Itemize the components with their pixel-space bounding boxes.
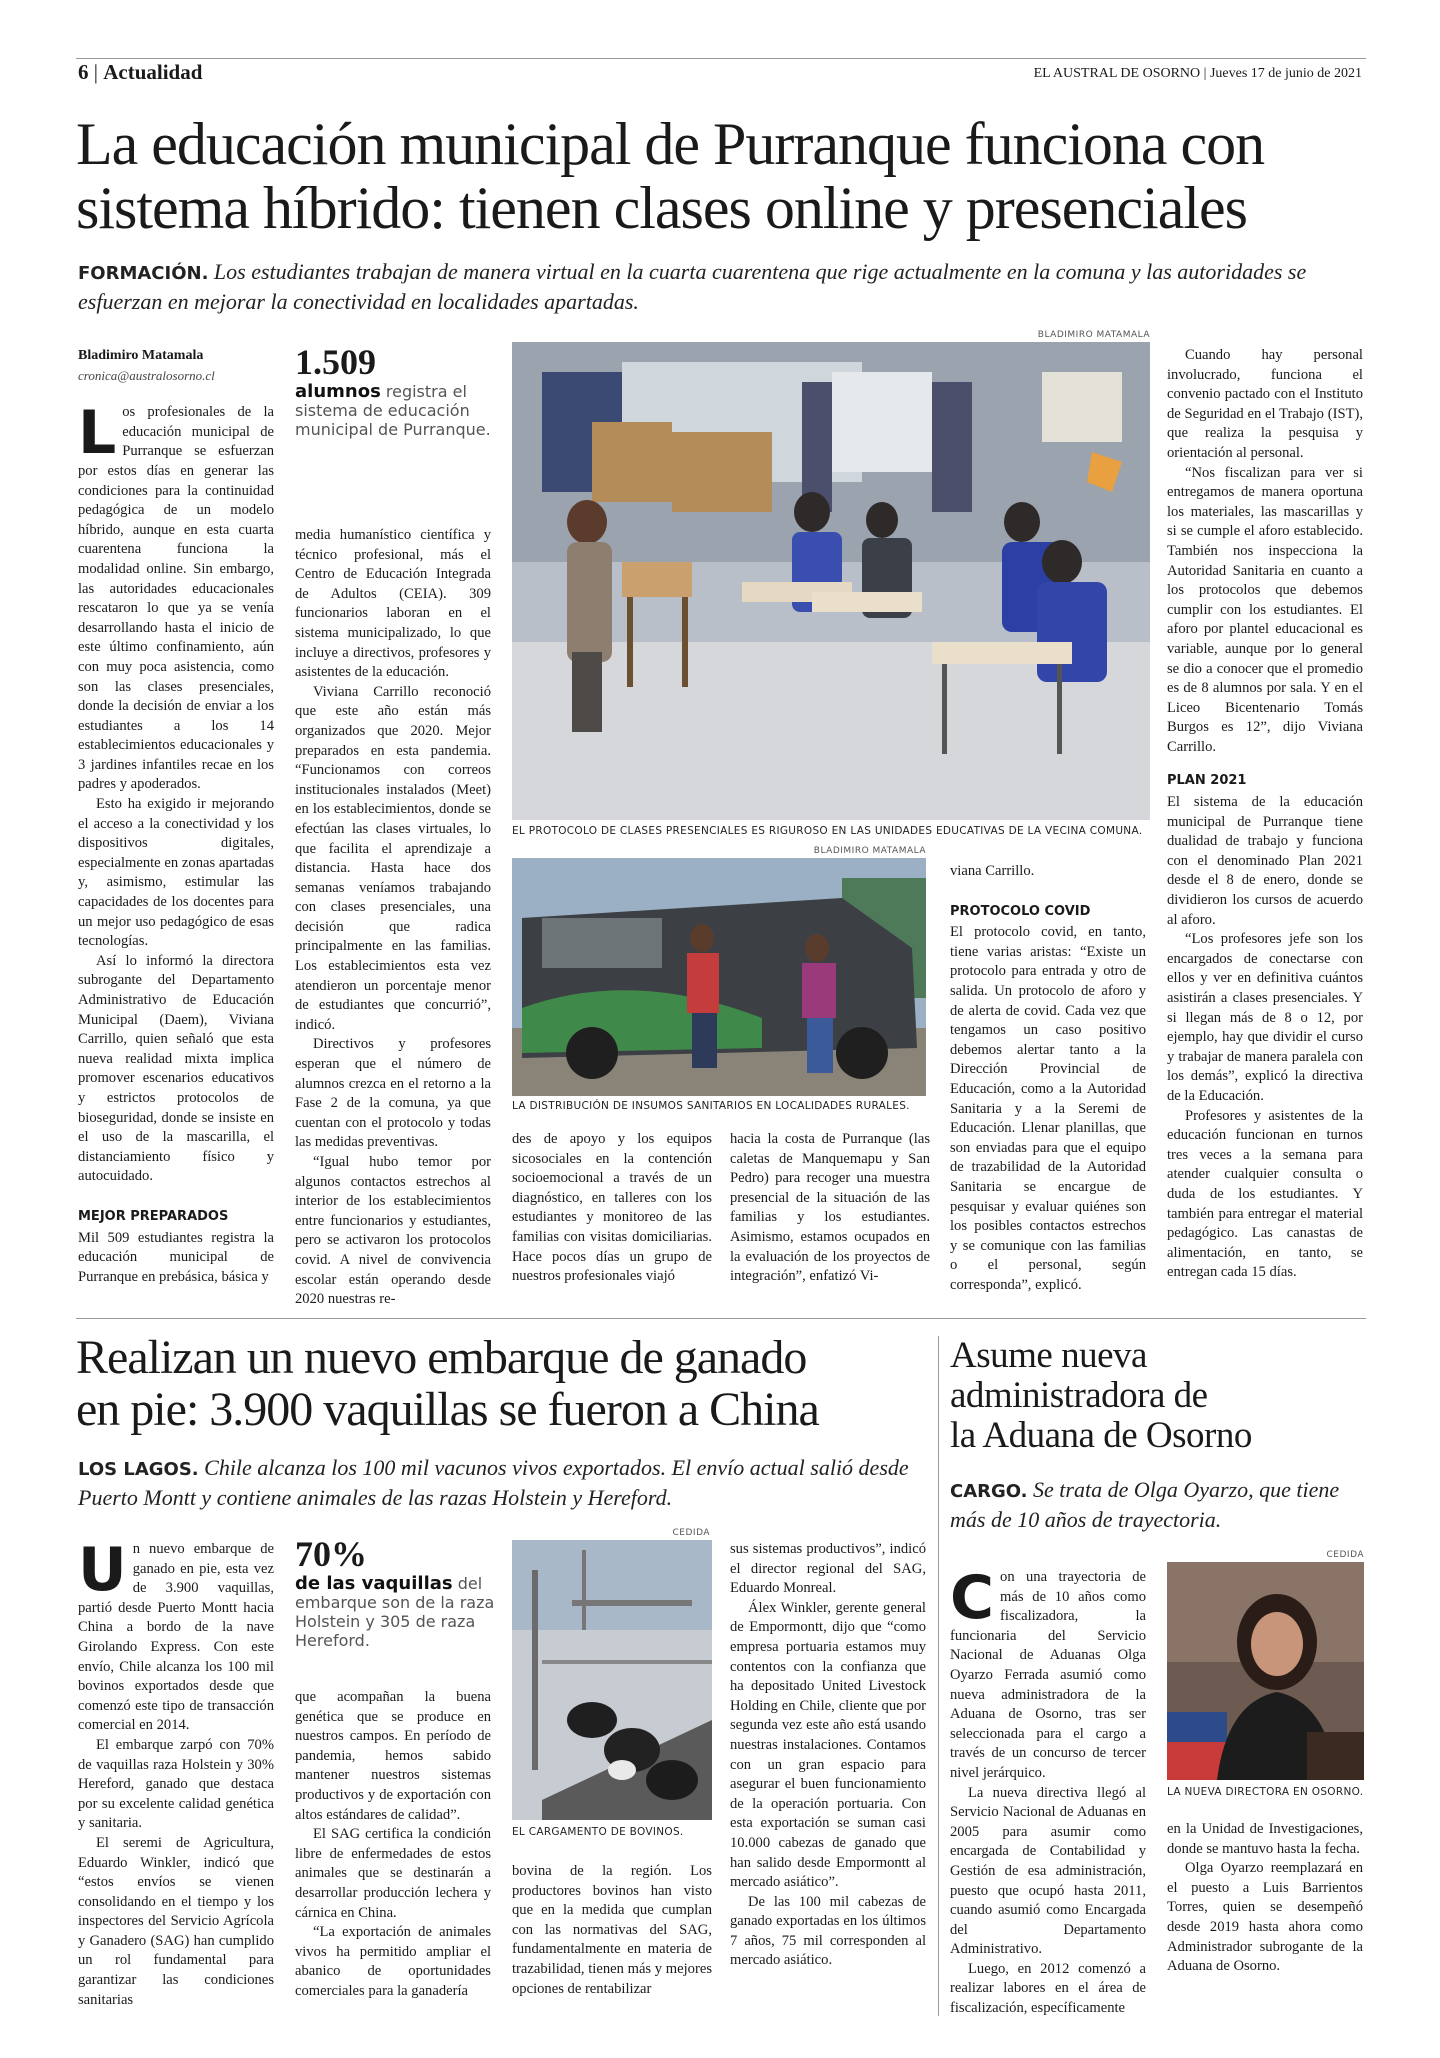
page-header-publication: EL AUSTRAL DE OSORNO | Jueves 17 de junio de 2021 [1033, 66, 1362, 81]
article3-dek: CARGO. Se trata de Olga Oyarzo, que tiene más de 10 años de trayectoria. [950, 1477, 1340, 1532]
article1-column-3: des de apoyo y los equipos sicosociales en la contención socioemocional a través de un diagnóstico, en talleres con los estudiantes y monitoreo de las familias con visitas domiciliarias. Hace pocos días un grupo de nuestros profesionales viajó [512, 1131, 712, 1285]
article3-column-1: Con una trayectoria de más de 10 años como fiscalizadora, la funcionaria del Servicio Nacional de Aduanas Olga Oyarzo Ferrada asumió como nueva administradora de la Aduana de Osorno, tras ser seleccionada para el cargo a través de un concurso de tercer nivel jerárquico. La nueva directiva llegó al Servicio Nacional de Aduanas en 2005 para asumir como encargada de Contabilidad y Gestión de esa administración, puesto que ocupó hasta 2011, cuando asumió como Encargada del Departamento Administrativo. Luego, en 2012 comenzó a realizar labores en el área de fiscalización, específicamente [950, 1563, 1146, 2017]
stat-number: 1.509 [295, 342, 376, 382]
article2-stat-box: 70% de las vaquillas del embarque son de la raza Holstein y 305 de raza Hereford. [295, 1534, 495, 1650]
cattle-photo-image [512, 1540, 712, 1820]
stat-bold: alumnos [295, 381, 381, 402]
page-header-section: 6 | Actualidad [78, 60, 203, 84]
classroom-photo-image [512, 342, 1150, 820]
article2-column-1: Un nuevo embarque de ganado en pie, esta vez de 3.900 vaquillas, partió desde Puerto Montt hacia China a bordo de la nave Girolando Express. Con este envío, Chile alcanza los 100 mil bovinos exportados desde que comenzó este tipo de transacción comercial en 2014. El embarque zarpó con 70% de vaquillas raza Holstein y 30% Hereford, ganado que destaca por su excelente calidad genética y sanitaria. El seremi de Agricultura, Eduardo Winkler, indicó que “estos envíos se vienen consolidando en el tiempo y los inspectores del Servicio Agrícola y Ganadero (SAG) han cumplido un rol fundamental para garantizar las condiciones sanitarias [78, 1535, 274, 2008]
article2-dek: LOS LAGOS. Chile alcanza los 100 mil vacunos vivos exportados. El envío actual salió desde Puerto Montt y contiene animales de las razas Holstein y Hereford. [78, 1455, 909, 1510]
article1-column-4: hacia la costa de Purranque (las caletas de Manquemapu y San Pedro) para recoger una muestra presencial de la situación de las familias y los estudiantes. Asimismo, estamos ocupados en la evaluación de los proyectos de integración”, enfatizó Vi- [730, 1131, 930, 1285]
article1-dek: FORMACIÓN. Los estudiantes trabajan de manera virtual en la cuarta cuarentena que rige actualmente en la comuna y las autoridades se esfuerzan en mejorar la conectividad en localidades apartadas. [78, 259, 1307, 314]
cattle-photo [512, 1540, 712, 1820]
article1-column-5: viana Carrillo. PROTOCOLO COVID El protocolo covid, en tanto, tiene varias aristas: “Existe un protocolo para entrada y otro de salida. Un protocolo de aforo y de alerta de covid. Cada vez que tengamos un caso positivo debemos alertar tanto a la Dirección Provincial de Educación, como a la Autoridad Sanitaria y a la Seremi de Educación. Llenar planillas, que son enviadas para que el equipo de trazabilidad de la Autoridad Sanitaria se encargue de pesquisar y evaluar quiénes son los posibles contactos estrechos y se comunique con las familias o el personal, según corresponda”, explicó. [950, 863, 1146, 1293]
column-divider [938, 1336, 939, 2016]
photo2-caption: LA DISTRIBUCIÓN DE INSUMOS SANITARIOS EN LOCALIDADES RURALES. [512, 1100, 910, 1112]
photo1-caption: EL PROTOCOLO DE CLASES PRESENCIALES ES RIGUROSO EN LAS UNIDADES EDUCATIVAS DE LA VECINA COMUNA. [512, 825, 1143, 837]
article2-photo-caption: EL CARGAMENTO DE BOVINOS. [512, 1826, 684, 1838]
article2-column-3: bovina de la región. Los productores bovinos han visto que en la medida que cumplan con las normativas del SAG, fundamentalmente en materia de trazabilidad, tienen más y mejores opciones de rentabilizar [512, 1863, 712, 1997]
article1-stat-box: 1.509 alumnos registra el sistema de educación municipal de Purranque. [295, 342, 495, 439]
article3-headline: Asume nueva administradora de la Aduana de Osorno [950, 1335, 1252, 1456]
publication-date: Jueves 17 de junio de 2021 [1209, 66, 1362, 81]
publication-name: EL AUSTRAL DE OSORNO [1033, 66, 1201, 81]
subheading: PROTOCOLO COVID [950, 903, 1091, 919]
stat-number: 70% [295, 1534, 367, 1574]
article1-column-2: media humanístico científica y técnico profesional, más el Centro de Educación Integrada de Adultos (CEIA). 309 funcionarios laboran en el sistema municipalizado, lo que incluye a directivos, profesores y asistentes de la educación. Viviana Carrillo reconoció que este año están más organizados que 2020. Mejor preparados en esta pandemia. “Funcionamos con correos institucionales instalados (Meet) en los establecimientos, donde se efectúan las clases virtuales, lo que facilita el aprendizaje a distancia. Hasta hace dos semanas veníamos trabajando con clases presenciales, una decisión que radica principalmente en las familias. Los establecimientos esta vez atendieron un porcentaje menor de estudiantes que concurrió”, indicó. Directivos y profesores esperan que el número de alumnos crezca en el retorno a la Fase 2 de la comuna, ya que cuentan con el protocolo y todas las medidas preventivas. “Igual hubo temor por algunos contactos estrechos al interior de los establecimientos entre funcionarios y estudiantes, pero se activaron los protocolos covid. A nivel de convivencia escolar están operando desde 2020 nuestras re- [295, 527, 491, 1308]
article2-column-4: sus sistemas productivos”, indicó el director regional del SAG, Eduardo Monreal. Álex Winkler, gerente general de Empormontt, dijo que “como empresa portuaria estamos muy contentos con la confianza que ha depositado United Livestock Holding en Chile, cliente que por segunda vez este año está usando nuestras instalaciones. Contamos con un gran espacio para asegurar el buen funcionamiento de la operación portuaria. Con esta exportación se suman casi 10.000 cabezas de ganado que han salido desde Empormontt al mercado asiático”. De las 100 mil cabezas de ganado exportadas en los últimos 7 años, 75 mil corresponden al mercado asiático. [730, 1541, 926, 1969]
subheading: PLAN 2021 [1167, 773, 1247, 789]
section-divider [76, 1318, 1366, 1319]
van-photo-image [512, 858, 926, 1096]
article2-kicker: LOS LAGOS. [78, 1459, 199, 1480]
article3-kicker: CARGO. [950, 1481, 1028, 1502]
section-name: Actualidad [103, 60, 203, 84]
article2-photo-credit: CEDIDA [672, 1528, 710, 1538]
dropcap: U [78, 1535, 127, 1605]
article2-column-2: que acompañan la buena genética que se produce en nuestros campos. En período de pandemia, hemos sabido mantener nuestros sistemas productivos y de exportación con altos estándares de calidad”. El SAG certifica la condición libre de enfermedades de estos animales que se destinarán a desarrollar producción lechera y cárnica en China. “La exportación de animales vivos ha permitido ampliar el abanico de oportunidades comerciales para la ganadería [295, 1689, 491, 1999]
article1-kicker: FORMACIÓN. [78, 263, 209, 284]
dropcap: L [78, 398, 117, 469]
photo2-credit: BLADIMIRO MATAMALA [813, 846, 926, 856]
classroom-photo [512, 342, 1150, 820]
van-photo [512, 858, 926, 1096]
header-rule [76, 58, 1366, 59]
article1-author: Bladimiro Matamala [78, 348, 204, 363]
dropcap: C [950, 1563, 995, 1633]
article3-photo-caption: LA NUEVA DIRECTORA EN OSORNO. [1167, 1786, 1364, 1798]
subheading: MEJOR PREPARADOS [78, 1208, 229, 1224]
stat-bold: de las vaquillas [295, 1573, 453, 1594]
article3-column-2: en la Unidad de Investigaciones, donde se mantuvo hasta la fecha. Olga Oyarzo reemplazará en el puesto a Luis Barrientos Torres, quien se desempeñó desde 2019 hasta ahora como Administrador subrogante de la Aduana de Osorno. [1167, 1821, 1363, 1975]
article3-photo-credit: CEDIDA [1326, 1550, 1364, 1560]
article1-column-1: Bladimiro Matamala cronica@australosorno.cl Los profesionales de la educación municipal de Purranque se esfuerzan por estos días en generar las condiciones para la continuidad pedagógica de un modelo híbrido, aunque en esta cuarta cuarentena funciona la modalidad online. Sin embargo, las autoridades educacionales rescataron lo que ya se venía desarrollando hasta el inicio de este último confinamiento, aún con muy poca asistencia, como son las clases presenciales, donde la decisión de enviar a los estudiantes a los 14 establecimientos educacionales y 3 jardines infantiles recae en los padres y apoderados. Esto ha exigido ir mejorando el acceso a la conectividad y los dispositivos digitales, especialmente en zonas apartadas y, asimismo, estimular las capacidades de los docentes para un mejor uso pedagógico de esas tecnologías. Así lo informó la directora subrogante del Departamento Administrativo de Educación Municipal (Daem), Viviana Carrillo, quien señaló que esta nueva realidad mixta implica promover escenarios educativos y estrictos protocolos de bioseguridad, donde se insiste en el uso de la mascarilla, el distanciamiento físico y autocuidado. MEJOR PREPARADOS Mil 509 estudiantes registra la educación municipal de Purranque en prebásica, básica y [78, 348, 274, 1285]
portrait-photo [1167, 1562, 1364, 1780]
article1-email: cronica@australosorno.cl [78, 367, 215, 383]
photo1-credit: BLADIMIRO MATAMALA [1037, 330, 1150, 340]
article1-column-6: Cuando hay personal involucrado, funciona el convenio pactado con el Instituto de Seguridad en el Trabajo (IST), que realiza la pesquisa y orientación al personal. “Nos fiscalizan para ver si entregamos de manera oportuna los materiales, las mascarillas y si se cumple el aforo establecido. También nos inspecciona la Autoridad Sanitaria en cuanto a los protocolos que debemos cumplir con los estudiantes. El aforo por plantel educacional es variable, aunque por lo general se dio a conocer que el promedio es de 8 alumnos por sala. Y en el Liceo Bicentenario Tomás Burgos es 12”, dijo Viviana Carrillo. PLAN 2021 El sistema de la educación municipal de Purranque tiene dualidad de trabajo y funciona con el denominado Plan 2021 desde el 8 de enero, donde se dividieron los cursos de acuerdo al aforo. “Los profesores jefe son los encargados de conectarse con ellos y ver en definitiva cuántos asistirán a clases presenciales. Y si llegan más de 8 o 12, por ejemplo, hay que dividir el curso y trabajar de manera paralela con los demás”, explicó la directiva de la Educación. Profesores y asistentes de la educación funcionan en turnos tres veces a la semana para atender cualquier consulta o duda de los estudiantes. Y también para entregar el material pedagógico. Las canastas de alimentación, en tanto, se entregan cada 15 días. [1167, 347, 1363, 1281]
page-number: 6 [78, 60, 89, 84]
article2-headline: Realizan un nuevo embarque de ganado en pie: 3.900 vaquillas se fueron a China [76, 1331, 819, 1436]
article1-headline: La educación municipal de Purranque funciona con sistema híbrido: tienen clases online y presenciales [76, 111, 1265, 241]
portrait-photo-image [1167, 1562, 1364, 1780]
